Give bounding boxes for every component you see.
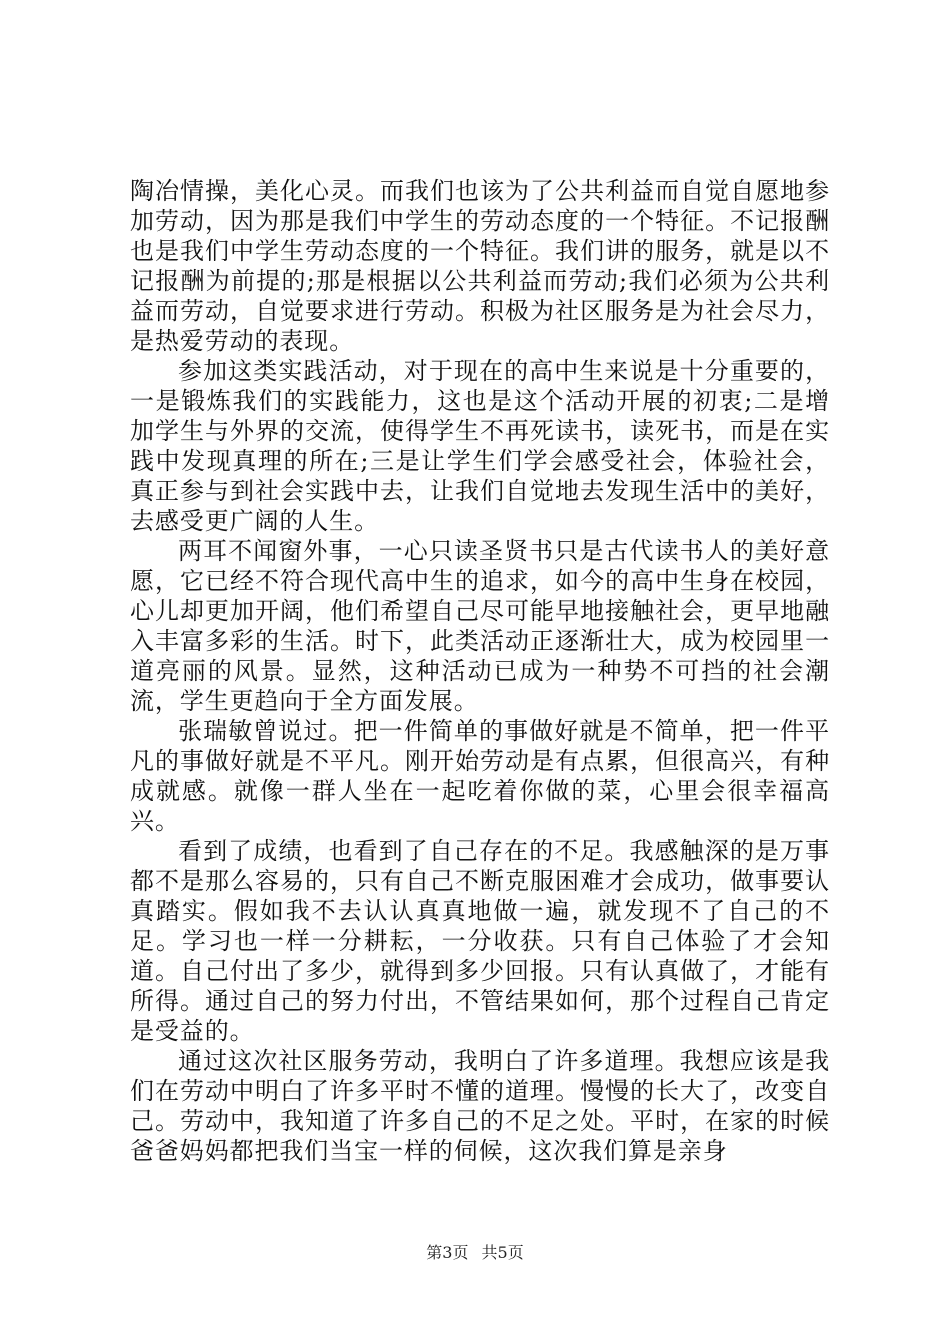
paragraph-4: 张瑞敏曾说过。把一件简单的事做好就是不简单，把一件平凡的事做好就是不平凡。刚开始劳动是有点累，但很高兴，有种成就感。就像一群人坐在一起吃着你做的菜，心里会很幸福高兴。 [130,717,830,835]
paragraph-2: 参加这类实践活动，对于现在的高中生来说是十分重要的，一是锻炼我们的实践能力，这也是这个活动开展的初衷;二是增加学生与外界的交流，使得学生不再死读书，读死书，而是在实践中发现真理的所在;三是让学生们学会感受社会，体验社会，真正参与到社会实践中去，让我们自觉地去发现生活中的美好，去感受更广阔的人生。 [130,357,830,535]
paragraph-6: 通过这次社区服务劳动，我明白了许多道理。我想应该是我们在劳动中明白了许多平时不懂的道理。慢慢的长大了，改变自己。劳动中，我知道了许多自己的不足之处。平时，在家的时候爸爸妈妈都把我们当宝一样的伺候，这次我们算是亲身 [130,1047,830,1165]
page-total: 共5页 [481,1243,524,1262]
document-body [130,176,830,1166]
paragraph-3: 两耳不闻窗外事，一心只读圣贤书只是古代读书人的美好意愿，它已经不符合现代高中生的追求，如今的高中生身在校园，心儿却更加开阔，他们希望自己尽可能早地接触社会，更早地融入丰富多彩的生活。时下，此类活动正逐渐壮大，成为校园里一道亮丽的风景。显然，这种活动已成为一种势不可挡的社会潮流，学生更趋向于全方面发展。 [130,537,830,715]
page-number: 第3页 [426,1243,469,1262]
paragraph-1: 陶冶情操，美化心灵。而我们也该为了公共利益而自觉自愿地参加劳动，因为那是我们中学生的劳动态度的一个特征。不记报酬也是我们中学生劳动态度的一个特征。我们讲的服务，就是以不记报酬为前提的;那是根据以公共利益而劳动;我们必须为公共利益而劳动，自觉要求进行劳动。积极为社区服务是为社会尽力，是热爱劳动的表现。 [130,177,830,355]
page-footer [0,1240,950,1263]
paragraph-5: 看到了成绩，也看到了自己存在的不足。我感触深的是万事都不是那么容易的，只有自己不断克服困难才会成功，做事要认真踏实。假如我不去认认真真地做一遍，就发现不了自己的不足。学习也一样一分耕耘，一分收获。只有自己体验了才会知道。自己付出了多少，就得到多少回报。只有认真做了，才能有所得。通过自己的努力付出，不管结果如何，那个过程自己肯定是受益的。 [130,837,830,1045]
